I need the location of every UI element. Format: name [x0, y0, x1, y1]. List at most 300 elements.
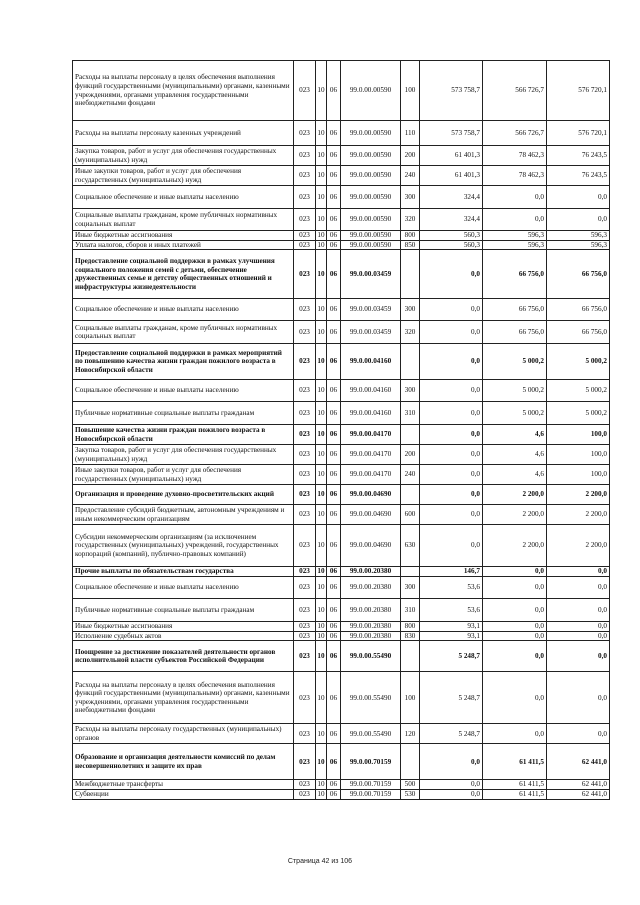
row-sum-2: 2 200,0 — [483, 485, 547, 505]
table-row — [73, 250, 610, 299]
row-sum-2: 0,0 — [483, 186, 547, 209]
row-expense-type: 850 — [401, 240, 420, 250]
row-section: 10 — [316, 321, 327, 344]
table-row — [73, 299, 610, 321]
row-sum-1: 0,0 — [420, 402, 483, 425]
row-sum-3: 100,0 — [547, 425, 610, 445]
row-sum-2: 0,0 — [483, 599, 547, 622]
row-sum-3: 576 720,1 — [547, 61, 610, 121]
row-subsection: 06 — [327, 672, 341, 724]
row-subsection: 06 — [327, 485, 341, 505]
row-expense-type: 320 — [401, 209, 420, 231]
table-row — [73, 780, 610, 790]
row-section: 10 — [316, 724, 327, 744]
row-sum-1: 0,0 — [420, 505, 483, 525]
row-sum-1: 5 248,7 — [420, 641, 483, 672]
row-target-article: 99.0.00.04170 — [341, 425, 401, 445]
row-target-article: 99.0.00.04160 — [341, 402, 401, 425]
row-sum-1: 53,6 — [420, 577, 483, 599]
row-sum-2: 66 756,0 — [483, 321, 547, 344]
row-section: 10 — [316, 505, 327, 525]
row-admin-code: 023 — [294, 166, 316, 186]
row-expense-type: 100 — [401, 672, 420, 724]
row-subsection: 06 — [327, 146, 341, 166]
row-subsection: 06 — [327, 567, 341, 577]
row-expense-type: 600 — [401, 505, 420, 525]
table-row — [73, 622, 610, 632]
row-sum-2: 0,0 — [483, 641, 547, 672]
row-name: Межбюджетные трансферты — [73, 780, 294, 790]
row-expense-type: 800 — [401, 622, 420, 632]
row-target-article: 99.0.00.00590 — [341, 231, 401, 241]
row-name: Субвенции — [73, 789, 294, 799]
row-section: 10 — [316, 166, 327, 186]
row-admin-code: 023 — [294, 672, 316, 724]
row-expense-type — [401, 250, 420, 299]
row-section: 10 — [316, 465, 327, 485]
row-expense-type: 830 — [401, 631, 420, 641]
row-subsection: 06 — [327, 209, 341, 231]
row-admin-code: 023 — [294, 485, 316, 505]
row-sum-3: 5 000,2 — [547, 380, 610, 402]
row-section: 10 — [316, 380, 327, 402]
row-expense-type: 120 — [401, 724, 420, 744]
row-section: 10 — [317, 240, 325, 249]
row-subsection: 06 — [327, 166, 341, 186]
row-expense-type: 500 — [401, 780, 420, 790]
row-section: 10 — [317, 631, 325, 640]
table-row — [73, 209, 610, 231]
row-expense-type — [401, 485, 420, 505]
row-name: Повышение качества жизни граждан пожилого возраста в Новосибирской области — [73, 425, 294, 445]
row-sum-3: 66 756,0 — [547, 250, 610, 299]
row-admin-code: 023 — [294, 231, 316, 241]
table-row — [73, 505, 610, 525]
row-subsection: 06 — [327, 231, 341, 241]
row-expense-type: 320 — [401, 321, 420, 344]
row-admin-code: 023 — [294, 525, 316, 567]
row-admin-code: 023 — [294, 641, 316, 672]
table-row — [73, 425, 610, 445]
budget-table-body — [73, 61, 610, 800]
row-name: Уплата налогов, сборов и иных платежей — [73, 240, 294, 250]
row-target-article: 99.0.00.00590 — [341, 186, 401, 209]
row-sum-1: 61 401,3 — [420, 166, 483, 186]
row-sum-3: 76 243,5 — [547, 166, 610, 186]
table-row — [73, 61, 610, 121]
row-sum-2: 566 726,7 — [483, 121, 547, 146]
row-sum-2: 0,0 — [483, 622, 547, 632]
row-expense-type: 200 — [401, 146, 420, 166]
row-target-article: 99.0.00.20380 — [341, 567, 401, 577]
row-expense-type: 800 — [401, 231, 420, 241]
row-sum-3: 2 200,0 — [547, 505, 610, 525]
row-admin-code: 023 — [294, 445, 316, 465]
row-subsection: 06 — [327, 505, 341, 525]
row-sum-1: 0,0 — [420, 465, 483, 485]
row-sum-1: 0,0 — [420, 299, 483, 321]
row-subsection: 06 — [327, 631, 341, 641]
row-sum-2: 0,0 — [483, 577, 547, 599]
row-subsection: 06 — [327, 599, 341, 622]
row-sum-2: 5 000,2 — [483, 380, 547, 402]
row-admin-code: 023 — [294, 780, 316, 790]
row-sum-3: 0,0 — [547, 599, 610, 622]
row-target-article: 99.0.00.00590 — [341, 166, 401, 186]
row-name: Расходы на выплаты персоналу в целях обеспечения выполнения функций государственными (муниципальными) органами, казенными учреждениями, органами управления государственными внебюджетными фондами — [73, 61, 294, 121]
row-admin-code: 023 — [294, 599, 316, 622]
row-expense-type: 100 — [401, 61, 420, 121]
row-sum-3: 100,0 — [547, 465, 610, 485]
row-expense-type: 310 — [401, 599, 420, 622]
row-sum-1: 0,0 — [420, 344, 483, 380]
row-target-article: 99.0.00.70159 — [341, 780, 401, 790]
row-section: 10 — [316, 250, 327, 299]
row-expense-type: 530 — [401, 789, 420, 799]
table-row — [73, 146, 610, 166]
row-admin-code: 023 — [294, 209, 316, 231]
row-section: 10 — [317, 789, 325, 798]
row-sum-2: 61 411,5 — [483, 780, 547, 790]
row-subsection: 06 — [327, 780, 341, 790]
table-row — [73, 402, 610, 425]
table-row — [73, 525, 610, 567]
row-section: 10 — [316, 344, 327, 380]
row-sum-1: 573 758,7 — [420, 121, 483, 146]
row-sum-3: 0,0 — [547, 209, 610, 231]
row-section: 10 — [316, 485, 327, 505]
row-section: 10 — [316, 525, 327, 567]
row-target-article: 99.0.00.00590 — [341, 121, 401, 146]
row-sum-1: 93,1 — [420, 631, 483, 641]
row-sum-3: 100,0 — [547, 445, 610, 465]
row-subsection: 06 — [327, 744, 341, 780]
table-row — [73, 231, 610, 241]
row-name: Публичные нормативные социальные выплаты гражданам — [73, 599, 294, 622]
row-admin-code: 023 — [294, 61, 316, 121]
row-name: Иные закупки товаров, работ и услуг для обеспечения государственных (муниципальных) нужд — [73, 166, 294, 186]
row-sum-2: 4,6 — [483, 425, 547, 445]
row-sum-1: 573 758,7 — [420, 61, 483, 121]
row-admin-code: 023 — [294, 380, 316, 402]
table-row — [73, 380, 610, 402]
row-sum-3: 2 200,0 — [547, 525, 610, 567]
row-sum-1: 146,7 — [420, 567, 483, 577]
row-subsection: 06 — [327, 380, 341, 402]
table-row — [73, 465, 610, 485]
row-expense-type: 300 — [401, 299, 420, 321]
row-sum-3: 5 000,2 — [547, 344, 610, 380]
row-section: 10 — [316, 599, 327, 622]
row-section: 10 — [317, 780, 325, 789]
row-sum-2: 5 000,2 — [483, 344, 547, 380]
row-target-article: 99.0.00.20380 — [341, 599, 401, 622]
row-sum-2: 0,0 — [483, 724, 547, 744]
row-subsection: 06 — [327, 525, 341, 567]
row-section: 10 — [316, 641, 327, 672]
row-name: Иные бюджетные ассигнования — [73, 231, 294, 241]
row-sum-1: 0,0 — [420, 380, 483, 402]
row-expense-type: 200 — [401, 445, 420, 465]
row-name: Публичные нормативные социальные выплаты гражданам — [73, 402, 294, 425]
row-sum-1: 560,3 — [420, 240, 483, 250]
row-admin-code: 023 — [294, 465, 316, 485]
row-target-article: 99.0.00.04170 — [341, 445, 401, 465]
row-sum-3: 5 000,2 — [547, 402, 610, 425]
table-row — [73, 641, 610, 672]
row-sum-1: 0,0 — [420, 789, 483, 799]
row-name: Расходы на выплаты персоналу казенных учреждений — [73, 121, 294, 146]
row-admin-code: 023 — [294, 505, 316, 525]
row-section: 10 — [316, 672, 327, 724]
row-sum-2: 4,6 — [483, 445, 547, 465]
row-name: Социальные выплаты гражданам, кроме публичных нормативных социальных выплат — [73, 209, 294, 231]
row-admin-code: 023 — [294, 724, 316, 744]
row-section: 10 — [316, 445, 327, 465]
row-target-article: 99.0.00.55490 — [341, 724, 401, 744]
row-section: 10 — [316, 146, 327, 166]
row-subsection: 06 — [327, 724, 341, 744]
row-target-article: 99.0.00.55490 — [341, 672, 401, 724]
row-sum-2: 5 000,2 — [483, 402, 547, 425]
row-subsection: 06 — [327, 121, 341, 146]
row-section: 10 — [316, 577, 327, 599]
row-admin-code: 023 — [294, 121, 316, 146]
row-expense-type — [401, 567, 420, 577]
row-sum-2: 66 756,0 — [483, 299, 547, 321]
row-target-article: 99.0.00.04690 — [341, 505, 401, 525]
table-row — [73, 186, 610, 209]
row-section: 10 — [316, 425, 327, 445]
row-name: Организация и проведение духовно-просветительских акций — [73, 485, 294, 505]
row-admin-code: 023 — [294, 344, 316, 380]
row-sum-1: 560,3 — [420, 231, 483, 241]
row-admin-code: 023 — [294, 321, 316, 344]
row-sum-3: 62 441,0 — [547, 744, 610, 780]
row-sum-2: 596,3 — [483, 231, 547, 241]
row-sum-2: 66 756,0 — [483, 250, 547, 299]
row-sum-1: 324,4 — [420, 186, 483, 209]
row-admin-code: 023 — [294, 567, 316, 577]
table-row — [73, 599, 610, 622]
row-admin-code: 023 — [294, 402, 316, 425]
table-row — [73, 724, 610, 744]
row-section: 10 — [316, 402, 327, 425]
row-sum-3: 0,0 — [547, 622, 610, 632]
row-subsection: 06 — [327, 622, 341, 632]
page-number: Страница 42 из 106 — [287, 858, 353, 865]
row-name: Закупка товаров, работ и услуг для обеспечения государственных (муниципальных) нужд — [73, 146, 294, 166]
row-subsection: 06 — [327, 465, 341, 485]
row-expense-type: 300 — [401, 186, 420, 209]
row-sum-3: 0,0 — [547, 567, 610, 577]
row-sum-3: 62 441,0 — [547, 780, 610, 790]
row-target-article: 99.0.00.03459 — [341, 250, 401, 299]
budget-table — [72, 60, 610, 800]
row-sum-2: 566 726,7 — [483, 61, 547, 121]
row-sum-1: 0,0 — [420, 780, 483, 790]
row-expense-type: 240 — [401, 166, 420, 186]
row-subsection: 06 — [327, 425, 341, 445]
row-target-article: 99.0.00.04160 — [341, 344, 401, 380]
row-expense-type: 310 — [401, 402, 420, 425]
row-target-article: 99.0.00.00590 — [341, 240, 401, 250]
row-subsection: 06 — [327, 789, 341, 799]
row-subsection: 06 — [327, 186, 341, 209]
row-section: 10 — [317, 567, 325, 576]
row-expense-type — [401, 744, 420, 780]
table-row — [73, 344, 610, 380]
row-admin-code: 023 — [294, 577, 316, 599]
row-admin-code: 023 — [294, 744, 316, 780]
row-expense-type: 240 — [401, 465, 420, 485]
row-expense-type: 300 — [401, 380, 420, 402]
row-sum-1: 0,0 — [420, 425, 483, 445]
row-expense-type: 630 — [401, 525, 420, 567]
row-target-article: 99.0.00.70159 — [341, 789, 401, 799]
table-row — [73, 672, 610, 724]
row-target-article: 99.0.00.00590 — [341, 61, 401, 121]
row-target-article: 99.0.00.03459 — [341, 299, 401, 321]
row-admin-code: 023 — [294, 250, 316, 299]
row-sum-3: 0,0 — [547, 186, 610, 209]
row-sum-1: 93,1 — [420, 622, 483, 632]
row-sum-3: 596,3 — [547, 231, 610, 241]
row-admin-code: 023 — [294, 622, 316, 632]
table-row — [73, 577, 610, 599]
row-sum-2: 0,0 — [483, 672, 547, 724]
row-name: Иные закупки товаров, работ и услуг для обеспечения государственных (муниципальных) нужд — [73, 465, 294, 485]
row-target-article: 99.0.00.20380 — [341, 622, 401, 632]
row-admin-code: 023 — [294, 146, 316, 166]
row-sum-2: 78 462,3 — [483, 146, 547, 166]
row-target-article: 99.0.00.55490 — [341, 641, 401, 672]
row-target-article: 99.0.00.04690 — [341, 485, 401, 505]
row-sum-2: 596,3 — [483, 240, 547, 250]
row-expense-type: 300 — [401, 577, 420, 599]
row-expense-type: 110 — [401, 121, 420, 146]
row-sum-1: 324,4 — [420, 209, 483, 231]
row-subsection: 06 — [327, 344, 341, 380]
row-sum-3: 76 243,5 — [547, 146, 610, 166]
row-section: 10 — [316, 186, 327, 209]
row-name: Субсидии некоммерческим организациям (за исключением государственных (муниципальных) учреждений, государственных корпораций (компаний), публично-правовых компаний) — [73, 525, 294, 567]
row-sum-1: 0,0 — [420, 525, 483, 567]
row-name: Образование и организация деятельности комиссий по делам несовершеннолетних и защите их прав — [73, 744, 294, 780]
row-sum-3: 0,0 — [547, 641, 610, 672]
row-sum-3: 2 200,0 — [547, 485, 610, 505]
row-subsection: 06 — [327, 445, 341, 465]
row-sum-1: 53,6 — [420, 599, 483, 622]
row-sum-3: 596,3 — [547, 240, 610, 250]
row-sum-1: 5 248,7 — [420, 724, 483, 744]
row-sum-3: 0,0 — [547, 577, 610, 599]
row-expense-type — [401, 641, 420, 672]
row-name: Социальное обеспечение и иные выплаты населению — [73, 380, 294, 402]
row-admin-code: 023 — [294, 631, 316, 641]
row-target-article: 99.0.00.70159 — [341, 744, 401, 780]
row-sum-2: 61 411,5 — [483, 789, 547, 799]
row-sum-3: 66 756,0 — [547, 299, 610, 321]
row-subsection: 06 — [327, 299, 341, 321]
row-sum-3: 576 720,1 — [547, 121, 610, 146]
row-sum-3: 0,0 — [547, 724, 610, 744]
row-subsection: 06 — [327, 240, 341, 250]
row-sum-1: 0,0 — [420, 250, 483, 299]
row-name: Предоставление социальной поддержки в рамках улучшения социального положения семей с детьми, обеспечение дружественных семье и детству общественных отношений и инфраструктуры жизнедеятельности — [73, 250, 294, 299]
row-name: Закупка товаров, работ и услуг для обеспечения государственных (муниципальных) нужд — [73, 445, 294, 465]
row-admin-code: 023 — [294, 299, 316, 321]
row-section: 10 — [316, 209, 327, 231]
table-row — [73, 744, 610, 780]
row-target-article: 99.0.00.04170 — [341, 465, 401, 485]
row-section: 10 — [316, 121, 327, 146]
row-sum-2: 4,6 — [483, 465, 547, 485]
row-section: 10 — [317, 231, 325, 239]
row-admin-code: 023 — [294, 240, 316, 250]
row-name: Предоставление субсидий бюджетным, автономным учреждениям и иным некоммерческим организациям — [73, 505, 294, 525]
row-subsection: 06 — [327, 250, 341, 299]
row-name: Социальное обеспечение и иные выплаты населению — [73, 577, 294, 599]
table-row — [73, 631, 610, 641]
row-sum-1: 0,0 — [420, 744, 483, 780]
row-section: 10 — [317, 622, 325, 631]
row-target-article: 99.0.00.00590 — [341, 209, 401, 231]
table-row — [73, 567, 610, 577]
row-subsection: 06 — [327, 61, 341, 121]
row-target-article: 99.0.00.03459 — [341, 321, 401, 344]
row-sum-2: 0,0 — [483, 567, 547, 577]
row-admin-code: 023 — [294, 186, 316, 209]
row-subsection: 06 — [327, 321, 341, 344]
row-name: Предоставление социальной поддержки в рамках мероприятий по повышению качества жизни граждан пожилого возраста в Новосибирской области — [73, 344, 294, 380]
row-subsection: 06 — [327, 641, 341, 672]
row-sum-2: 0,0 — [483, 209, 547, 231]
row-name: Расходы на выплаты персоналу государственных (муниципальных) органов — [73, 724, 294, 744]
row-sum-1: 0,0 — [420, 321, 483, 344]
row-sum-2: 78 462,3 — [483, 166, 547, 186]
row-sum-3: 62 441,0 — [547, 789, 610, 799]
row-sum-2: 2 200,0 — [483, 525, 547, 567]
table-row — [73, 321, 610, 344]
row-admin-code: 023 — [294, 425, 316, 445]
table-row — [73, 121, 610, 146]
row-name: Прочие выплаты по обязательствам государства — [73, 567, 294, 577]
row-name: Исполнение судебных актов — [73, 631, 294, 641]
row-name: Иные бюджетные ассигнования — [73, 622, 294, 632]
row-expense-type — [401, 344, 420, 380]
row-target-article: 99.0.00.04160 — [341, 380, 401, 402]
row-target-article: 99.0.00.20380 — [341, 631, 401, 641]
row-section: 10 — [316, 299, 327, 321]
row-sum-1: 0,0 — [420, 485, 483, 505]
row-sum-2: 61 411,5 — [483, 744, 547, 780]
row-sum-1: 5 248,7 — [420, 672, 483, 724]
row-name: Поощрение за достижение показателей деятельности органов исполнительной власти субъектов Российской Федерации — [73, 641, 294, 672]
row-section: 10 — [316, 744, 327, 780]
table-row — [73, 240, 610, 250]
table-row — [73, 445, 610, 465]
row-expense-type — [401, 425, 420, 445]
table-row — [73, 789, 610, 799]
row-sum-1: 61 401,3 — [420, 146, 483, 166]
row-subsection: 06 — [327, 577, 341, 599]
row-name: Социальное обеспечение и иные выплаты населению — [73, 299, 294, 321]
row-sum-2: 2 200,0 — [483, 505, 547, 525]
row-sum-1: 0,0 — [420, 445, 483, 465]
table-row — [73, 485, 610, 505]
row-sum-3: 0,0 — [547, 672, 610, 724]
